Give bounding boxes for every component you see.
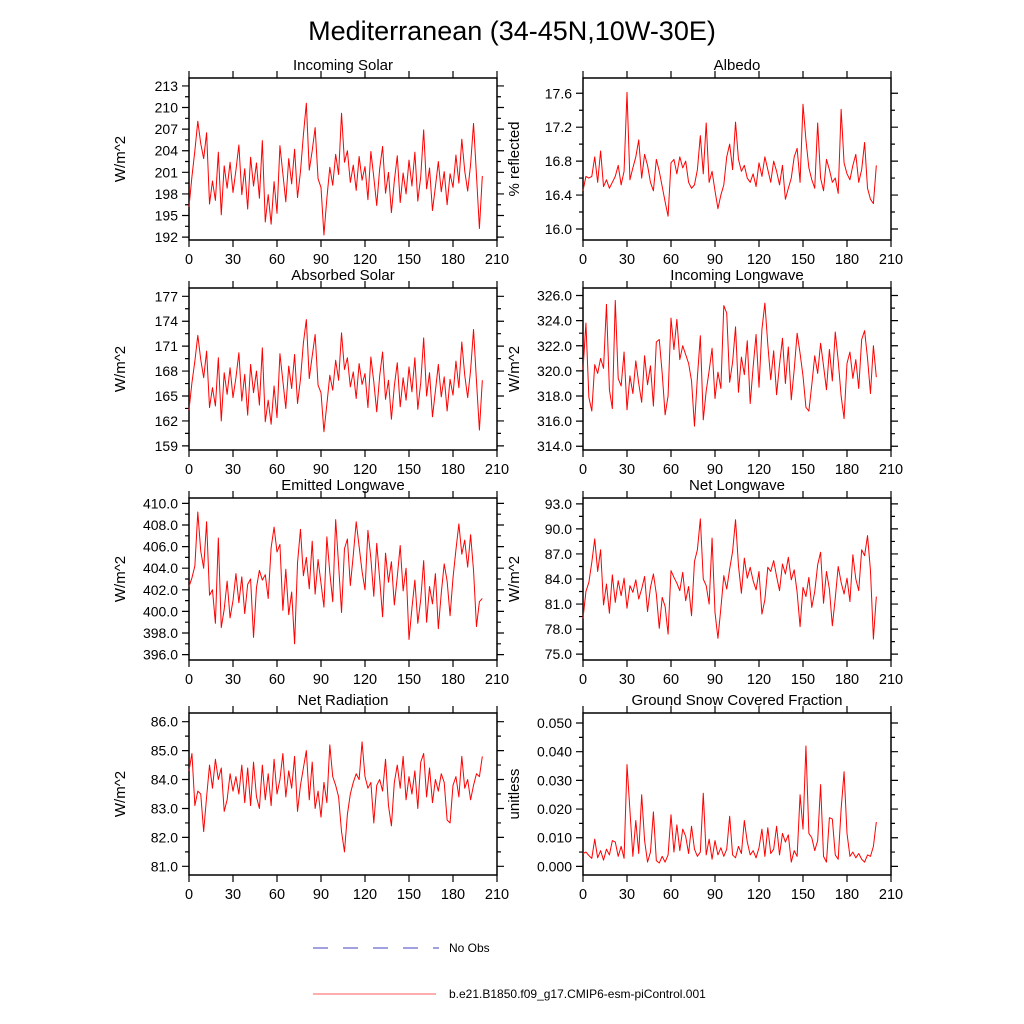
x-tick-label: 0	[578, 672, 588, 688]
x-tick-label: 180	[834, 462, 860, 478]
y-axis-label: % reflected	[506, 121, 523, 197]
x-tick-label: 30	[224, 462, 242, 478]
panel-title: Emitted Longwave	[281, 477, 405, 494]
y-tick-label: 16.4	[544, 187, 572, 204]
y-tick-label: 0.020	[536, 801, 572, 818]
y-tick-label: 84.0	[544, 571, 572, 587]
panel-net-radiation	[85, 689, 525, 919]
plot-frame	[583, 498, 891, 660]
x-tick-label: 30	[618, 252, 636, 268]
panel-title: Incoming Solar	[292, 57, 394, 74]
series-line-absorbed-solar	[189, 320, 482, 432]
panel-title: Net Longwave	[689, 477, 785, 494]
x-tick-label: 90	[312, 252, 330, 268]
y-tick-label: 404.0	[142, 560, 178, 577]
y-axis-label: W/m^2	[112, 770, 129, 818]
series-line-net-radiation	[189, 742, 482, 852]
x-tick-label: 120	[746, 887, 772, 903]
x-tick-label: 150	[396, 252, 422, 268]
chart-incoming-longwave	[479, 264, 919, 494]
y-tick-label: 0.000	[536, 858, 572, 875]
y-tick-label: 84.0	[150, 771, 178, 788]
axis-ticks	[182, 706, 504, 882]
chart-net-longwave	[479, 474, 919, 704]
y-tick-label: 326.0	[536, 287, 572, 304]
series-line-ground-snow-covered-fraction	[583, 746, 876, 863]
y-tick-label: 314.0	[536, 438, 572, 455]
x-tick-label: 120	[352, 462, 378, 478]
x-tick-label: 0	[578, 462, 588, 478]
y-tick-label: 322.0	[536, 337, 572, 354]
x-tick-label: 210	[484, 887, 510, 903]
y-tick-label: 406.0	[142, 538, 178, 555]
y-tick-label: 213	[154, 77, 178, 94]
x-tick-label: 120	[746, 462, 772, 478]
x-tick-label: 180	[440, 252, 466, 268]
y-axis-label: W/m^2	[112, 555, 129, 603]
series-solid-line	[312, 989, 443, 999]
y-tick-label: 316.0	[536, 413, 572, 430]
x-tick-label: 30	[618, 887, 636, 903]
plot-frame	[189, 78, 497, 240]
x-tick-label: 90	[706, 672, 724, 688]
y-axis-label: unitless	[506, 768, 523, 820]
no-obs-dashed-line	[312, 943, 443, 953]
x-tick-label: 210	[878, 887, 904, 903]
y-tick-label: 16.8	[544, 153, 572, 170]
x-tick-label: 30	[618, 672, 636, 688]
x-tick-label: 180	[834, 887, 860, 903]
panel-title: Ground Snow Covered Fraction	[631, 692, 843, 709]
x-tick-label: 60	[662, 887, 680, 903]
series-line-albedo	[583, 92, 876, 216]
x-tick-label: 150	[790, 672, 816, 688]
y-tick-label: 75.0	[544, 646, 572, 663]
x-tick-label: 90	[706, 887, 724, 903]
x-tick-label: 30	[224, 887, 242, 903]
y-tick-label: 408.0	[142, 517, 178, 533]
panel-emitted-longwave	[85, 474, 525, 704]
x-tick-label: 30	[224, 672, 242, 688]
legend-series-label: b.e21.B1850.f09_g17.CMIP6-esm-piControl.001	[449, 987, 706, 1001]
series-line-incoming-longwave	[583, 301, 876, 427]
y-tick-label: 195	[154, 207, 178, 224]
y-tick-label: 16.0	[544, 220, 572, 237]
series-line-net-longwave	[583, 519, 876, 639]
y-tick-label: 398.0	[142, 625, 178, 641]
panel-albedo	[479, 54, 919, 284]
y-tick-label: 0.040	[536, 743, 572, 760]
legend-item-series	[312, 987, 706, 1001]
x-tick-label: 30	[618, 462, 636, 478]
y-tick-label: 396.0	[142, 646, 178, 663]
x-tick-label: 120	[746, 252, 772, 268]
y-tick-label: 410.0	[142, 495, 178, 512]
y-tick-label: 0.010	[536, 829, 572, 846]
chart-incoming-solar	[85, 54, 525, 284]
y-tick-label: 17.2	[544, 119, 572, 136]
x-tick-label: 210	[484, 672, 510, 688]
x-tick-label: 210	[878, 672, 904, 688]
x-tick-label: 180	[440, 462, 466, 478]
y-tick-label: 177	[154, 288, 178, 305]
panel-title: Incoming Longwave	[670, 267, 804, 284]
x-tick-label: 60	[268, 887, 286, 903]
x-tick-label: 60	[268, 462, 286, 478]
y-tick-label: 87.0	[544, 545, 572, 562]
x-tick-label: 180	[440, 672, 466, 688]
y-tick-label: 162	[154, 412, 178, 429]
x-tick-label: 0	[184, 672, 194, 688]
x-tick-label: 180	[440, 887, 466, 903]
y-tick-label: 83.0	[150, 800, 178, 817]
panel-net-longwave	[479, 474, 919, 704]
y-tick-label: 204	[154, 142, 178, 159]
chart-emitted-longwave	[85, 474, 525, 704]
x-tick-label: 0	[184, 252, 194, 268]
x-tick-label: 0	[184, 462, 194, 478]
y-tick-label: 0.050	[536, 715, 572, 732]
x-tick-label: 0	[578, 887, 588, 903]
panel-incoming-longwave	[479, 264, 919, 494]
y-tick-label: 207	[154, 121, 178, 138]
panel-absorbed-solar	[85, 264, 525, 494]
y-tick-label: 201	[154, 164, 178, 181]
x-tick-label: 180	[834, 672, 860, 688]
y-tick-label: 93.0	[544, 495, 572, 512]
x-tick-label: 60	[268, 672, 286, 688]
plot-frame	[189, 288, 497, 450]
chart-albedo	[479, 54, 919, 284]
x-tick-label: 210	[878, 462, 904, 478]
y-tick-label: 400.0	[142, 603, 178, 620]
y-tick-label: 90.0	[544, 520, 572, 537]
x-tick-label: 90	[312, 887, 330, 903]
x-tick-label: 60	[662, 672, 680, 688]
x-tick-label: 90	[706, 252, 724, 268]
x-tick-label: 0	[578, 252, 588, 268]
y-tick-label: 82.0	[150, 829, 178, 846]
x-tick-label: 150	[790, 462, 816, 478]
x-tick-label: 210	[484, 252, 510, 268]
y-tick-label: 168	[154, 363, 178, 380]
x-tick-label: 150	[396, 887, 422, 903]
plot-frame	[189, 713, 497, 875]
y-tick-label: 324.0	[536, 312, 572, 329]
x-tick-label: 210	[878, 252, 904, 268]
x-tick-label: 210	[484, 462, 510, 478]
y-axis-label: W/m^2	[506, 345, 523, 393]
y-tick-label: 174	[154, 313, 178, 330]
x-tick-label: 60	[662, 252, 680, 268]
panel-title: Albedo	[713, 57, 761, 74]
chart-net-radiation	[85, 689, 525, 919]
x-tick-label: 0	[184, 887, 194, 903]
y-tick-label: 165	[154, 388, 178, 404]
y-tick-label: 320.0	[536, 362, 572, 379]
x-tick-label: 150	[790, 887, 816, 903]
y-axis-label: W/m^2	[112, 345, 129, 393]
x-tick-label: 150	[396, 672, 422, 688]
x-tick-label: 60	[662, 462, 680, 478]
x-tick-label: 60	[268, 252, 286, 268]
y-tick-label: 198	[154, 185, 178, 202]
y-tick-label: 85.0	[150, 742, 178, 759]
y-axis-label: W/m^2	[112, 135, 129, 183]
panel-ground-snow-covered-fraction	[479, 689, 919, 919]
x-tick-label: 30	[224, 252, 242, 268]
y-tick-label: 318.0	[536, 388, 572, 404]
y-tick-label: 171	[154, 338, 178, 355]
x-tick-label: 120	[352, 887, 378, 903]
x-tick-label: 90	[706, 462, 724, 478]
x-tick-label: 150	[396, 462, 422, 478]
x-tick-label: 90	[312, 462, 330, 478]
y-tick-label: 210	[154, 99, 178, 116]
x-tick-label: 150	[790, 252, 816, 268]
y-tick-label: 81.0	[150, 858, 178, 875]
y-axis-label: W/m^2	[506, 555, 523, 603]
y-tick-label: 192	[154, 229, 178, 246]
chart-ground-snow-covered-fraction	[479, 689, 919, 919]
y-tick-label: 78.0	[544, 621, 572, 638]
y-tick-label: 402.0	[142, 581, 178, 598]
legend-no-obs-label: No Obs	[449, 941, 490, 955]
panel-title: Absorbed Solar	[291, 267, 395, 284]
x-tick-label: 120	[746, 672, 772, 688]
y-tick-label: 0.030	[536, 772, 572, 789]
panel-incoming-solar	[85, 54, 525, 284]
x-tick-label: 120	[352, 672, 378, 688]
series-line-incoming-solar	[189, 103, 482, 235]
y-tick-label: 86.0	[150, 713, 178, 730]
x-tick-label: 180	[834, 252, 860, 268]
series-line-emitted-longwave	[189, 512, 482, 644]
panel-title: Net Radiation	[297, 692, 389, 709]
x-tick-label: 120	[352, 252, 378, 268]
x-tick-label: 90	[312, 672, 330, 688]
y-tick-label: 17.6	[544, 85, 572, 102]
chart-absorbed-solar	[85, 264, 525, 494]
y-tick-label: 81.0	[544, 596, 572, 613]
y-tick-label: 159	[154, 437, 178, 454]
legend-item-no-obs	[312, 941, 490, 955]
page-title: Mediterranean (34-45N,10W-30E)	[308, 16, 716, 46]
